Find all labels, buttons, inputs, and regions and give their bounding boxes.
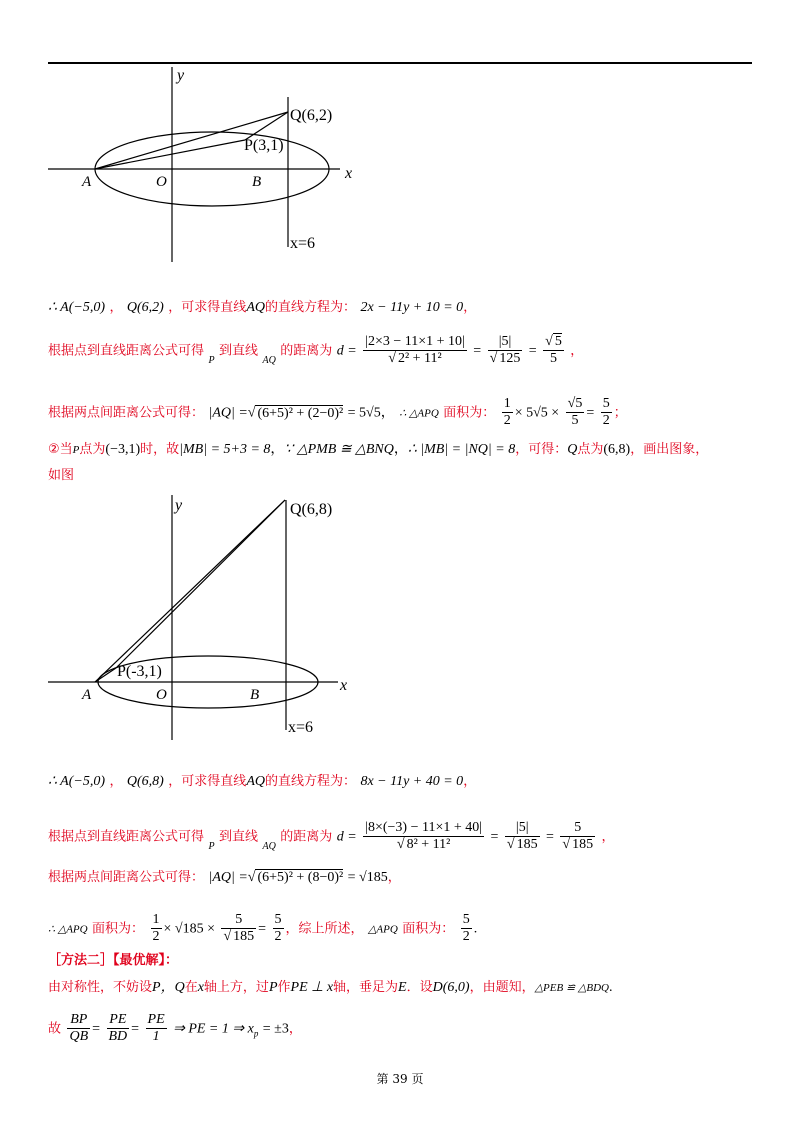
page-number: 第 39 页: [376, 1072, 424, 1086]
distance-fraction: $\frac{|8\times(-3) - 11\times 1 + 40|}{\text{√ 8² + 11²}}$: [365, 820, 483, 852]
sec2-line1: ∴ A(−5,0) ， Q(6,8) ，可求得直线AQ的直线方程为： 8x − 11y + 40 = 0，: [48, 774, 477, 789]
point-q-label: Q(6,2): [290, 107, 333, 124]
sec2-line3: 根据两点间距离公式可得： |AQ| =√ (6+5)² + (8−0)² = √185，: [48, 870, 401, 885]
point-a-label: A: [82, 687, 92, 703]
line-x6-label: x=6: [288, 719, 314, 736]
sec1-line5: 如图: [48, 468, 75, 483]
segment-ap: [95, 140, 245, 169]
point-b-label: B: [250, 687, 260, 703]
point-q-label: Q(6,8): [290, 501, 333, 518]
point-o-label: O: [156, 687, 167, 703]
segment-ap: [95, 668, 116, 682]
sec1-line2: 根据点到直线距离公式可得 $_P$ 到直线 $_{AQ}$ 的距离为 d = $\frac{|2\times 3 - 11\times 1 + 10|}{\text{√ 2² + 11²}}$ = $\frac{|5|}{√ 125}$ = $\frac{√ 5}{5}$ ，: [48, 334, 584, 366]
sec2-line2: 根据点到直线距离公式可得 $_P$ 到直线 $_{AQ}$ 的距离为 d = $\frac{|8\times(-3) - 11\times 1 + 40|}{\text{√ 8² + 11²}}$ = $\frac{|5|}{√ 185}$ = $\frac{5}{√ 185}$ ，: [48, 820, 615, 852]
method-two-heading: ［方法二］【最优解】：: [48, 953, 179, 968]
sec1-line1: ∴ A(−5,0) ， Q(6,2) ，可求得直线AQ的直线方程为： 2x − 11y + 10 = 0，: [48, 300, 477, 315]
distance-fraction: $\frac{|2\times 3 - 11\times 1 + 10|}{\text{√ 2² + 11²}}$: [365, 334, 465, 366]
x-label: x: [340, 677, 348, 694]
segment-pq: [116, 500, 285, 668]
point-p-label: P(-3,1): [117, 663, 162, 680]
point-a-label: A: [82, 174, 92, 190]
point-p-label: P(3,1): [244, 137, 284, 154]
y-label: y: [177, 67, 185, 84]
sec3-line1: 由对称性，不妨设P，Q在x轴上方，过P作PE ⊥ x轴，垂足为E．设D(6,0)，由题知，△PEB ≌ △BDQ.: [48, 980, 613, 995]
y-label: y: [175, 497, 183, 514]
figure-ellipse-q68: [40, 490, 380, 750]
sec1-line3: 根据两点间距离公式可得： |AQ| =√ (6+5)² + (2−0)² = 5√5， ∴ △APQ 面积为： $\frac{1}{2}$ × 5√5 × $\frac{√5}{5}$ = $\frac{5}{2}$ ；: [48, 396, 627, 428]
figure-ellipse-q62: [40, 62, 380, 272]
sec1-line4: ②当P点为(−3,1)时，故|MB| = 5+3 = 8，∵ △PMB ≅ △BNQ，∴ |MB| = |NQ| = 8，可得：Q点为(6,8)，画出图象，: [48, 442, 709, 457]
segment-aq: [95, 500, 285, 682]
point-o-label: O: [156, 174, 167, 190]
line-x6-label: x=6: [290, 235, 316, 252]
sec3-line2: 故 $\frac{BP}{QB}$ = $\frac{PE}{BD}$ = $\frac{PE}{1}$ ⇒ PE = 1 ⇒ $x_p = \pm 3$，: [48, 1012, 302, 1044]
point-b-label: B: [252, 174, 262, 190]
sec2-line4: ∴ △APQ 面积为： $\frac{1}{2}$ × √185 × $\frac{5}{√ 185}$ = $\frac{5}{2}$ ，综上所述， △APQ 面积为： $\frac{5}{2}$ .: [48, 912, 478, 944]
x-label: x: [345, 165, 353, 182]
